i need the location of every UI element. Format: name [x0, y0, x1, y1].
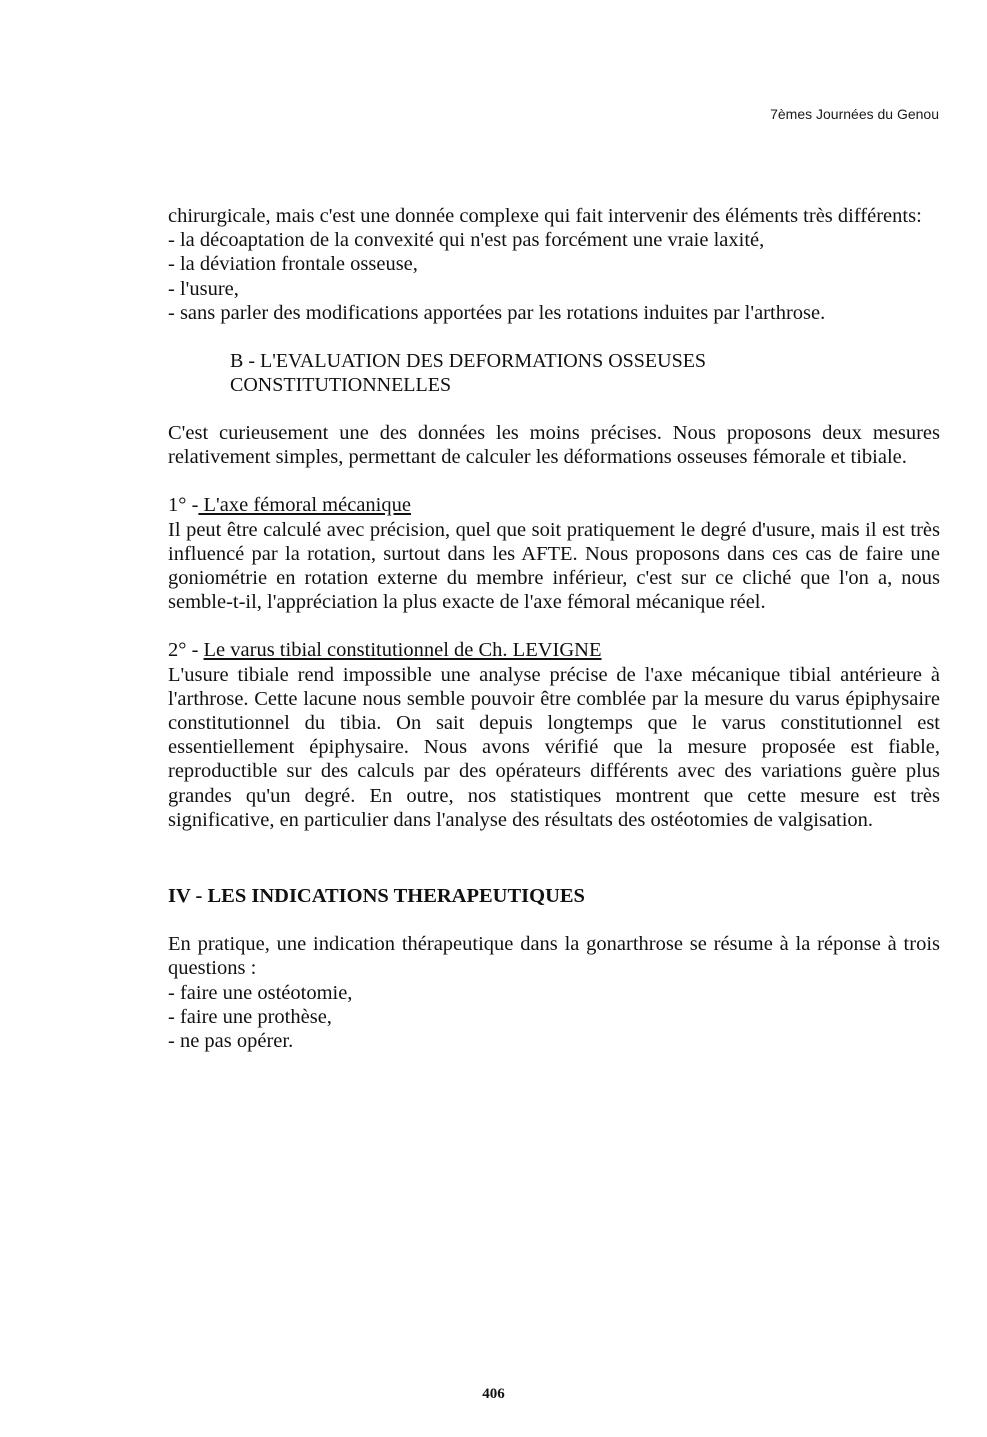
- item-tibial-varus-heading: [168, 638, 940, 662]
- option-item-osteotomie: - faire une ostéotomie,: [168, 981, 353, 1004]
- factor-list: [168, 228, 940, 325]
- section-b-title: [230, 349, 830, 397]
- item-femoral-axis-label: L'axe fémoral mécanique: [198, 494, 411, 517]
- item-tibial-varus-text: L'usure tibiale rend impossible une analyse précise de l'axe mécanique tibial antérieure à l'arthrose. Cette lacune nous semble pouvoir être comblée par la mesure du varus épiphysaire constitutionnel du tibia. On sait depuis longtemps que le varus constitutionnel est essentiellement épiphysaire. Nous avons vérifié que la mesure proposée est fiable, reproductible sur des calculs par des opérateurs différents avec des variations guère plus grandes qu'un degré. En outre, nos statistiques montrent que cette mesure est très significative, en particulier dans l'analyse des résultats des ostéotomies de valgisation.: [168, 663, 940, 831]
- page-number: 406: [482, 1386, 505, 1402]
- section-iv-title: IV - LES INDICATIONS THERAPEUTIQUES: [168, 885, 585, 908]
- factor-item-deviation: - la déviation frontale osseuse,: [168, 253, 418, 276]
- option-item-ne-pas-operer: - ne pas opérer.: [168, 1030, 294, 1053]
- page-body: [168, 204, 940, 1053]
- intro-paragraph: chirurgicale, mais c'est une donnée complexe qui fait intervenir des éléments très différents:: [168, 205, 922, 227]
- item-tibial-varus-number: 2° -: [168, 639, 204, 662]
- item-femoral-axis-heading: [168, 493, 940, 517]
- factor-item-usure: - l'usure,: [168, 277, 239, 300]
- option-list: [168, 981, 940, 1054]
- item-femoral-axis-number: 1° -: [168, 494, 199, 517]
- item-femoral-axis: [168, 493, 940, 614]
- section-b-title-line1: B - L'EVALUATION DES DEFORMATIONS OSSEUSES: [230, 350, 707, 373]
- running-header: 7èmes Journées du Genou: [770, 106, 939, 122]
- item-femoral-axis-text: Il peut être calculé avec précision, quel que soit pratiquement le degré d'usure, mais il est très influencé par la rotation, surtout dans les AFTE. Nous proposons dans ces cas de faire une goniométrie en rotation externe du membre inférieur, c'est sur ce cliché que l'on a, nous semble-t-il, l'appréciation la plus exacte de l'axe fémoral mécanique réel.: [168, 518, 940, 614]
- section-b-title-line2: CONSTITUTIONNELLES: [230, 374, 452, 397]
- item-tibial-varus: [168, 638, 940, 832]
- item-tibial-varus-label: Le varus tibial constitutionnel de Ch. LEVIGNE: [203, 639, 602, 662]
- factor-item-decoaptation: - la décoaptation de la convexité qui n'est pas forcément une vraie laxité,: [168, 229, 765, 252]
- option-item-prothese: - faire une prothèse,: [168, 1005, 332, 1028]
- factor-item-rotations: - sans parler des modifications apportées par les rotations induites par l'arthrose.: [168, 301, 826, 324]
- section-b-paragraph: C'est curieusement une des données les moins précises. Nous proposons deux mesures relativement simples, permettant de calculer les déformations osseuses fémorale et tibiale.: [168, 422, 940, 469]
- section-iv-paragraph: En pratique, une indication thérapeutique dans la gonarthrose se résume à la réponse à trois questions :: [168, 933, 940, 980]
